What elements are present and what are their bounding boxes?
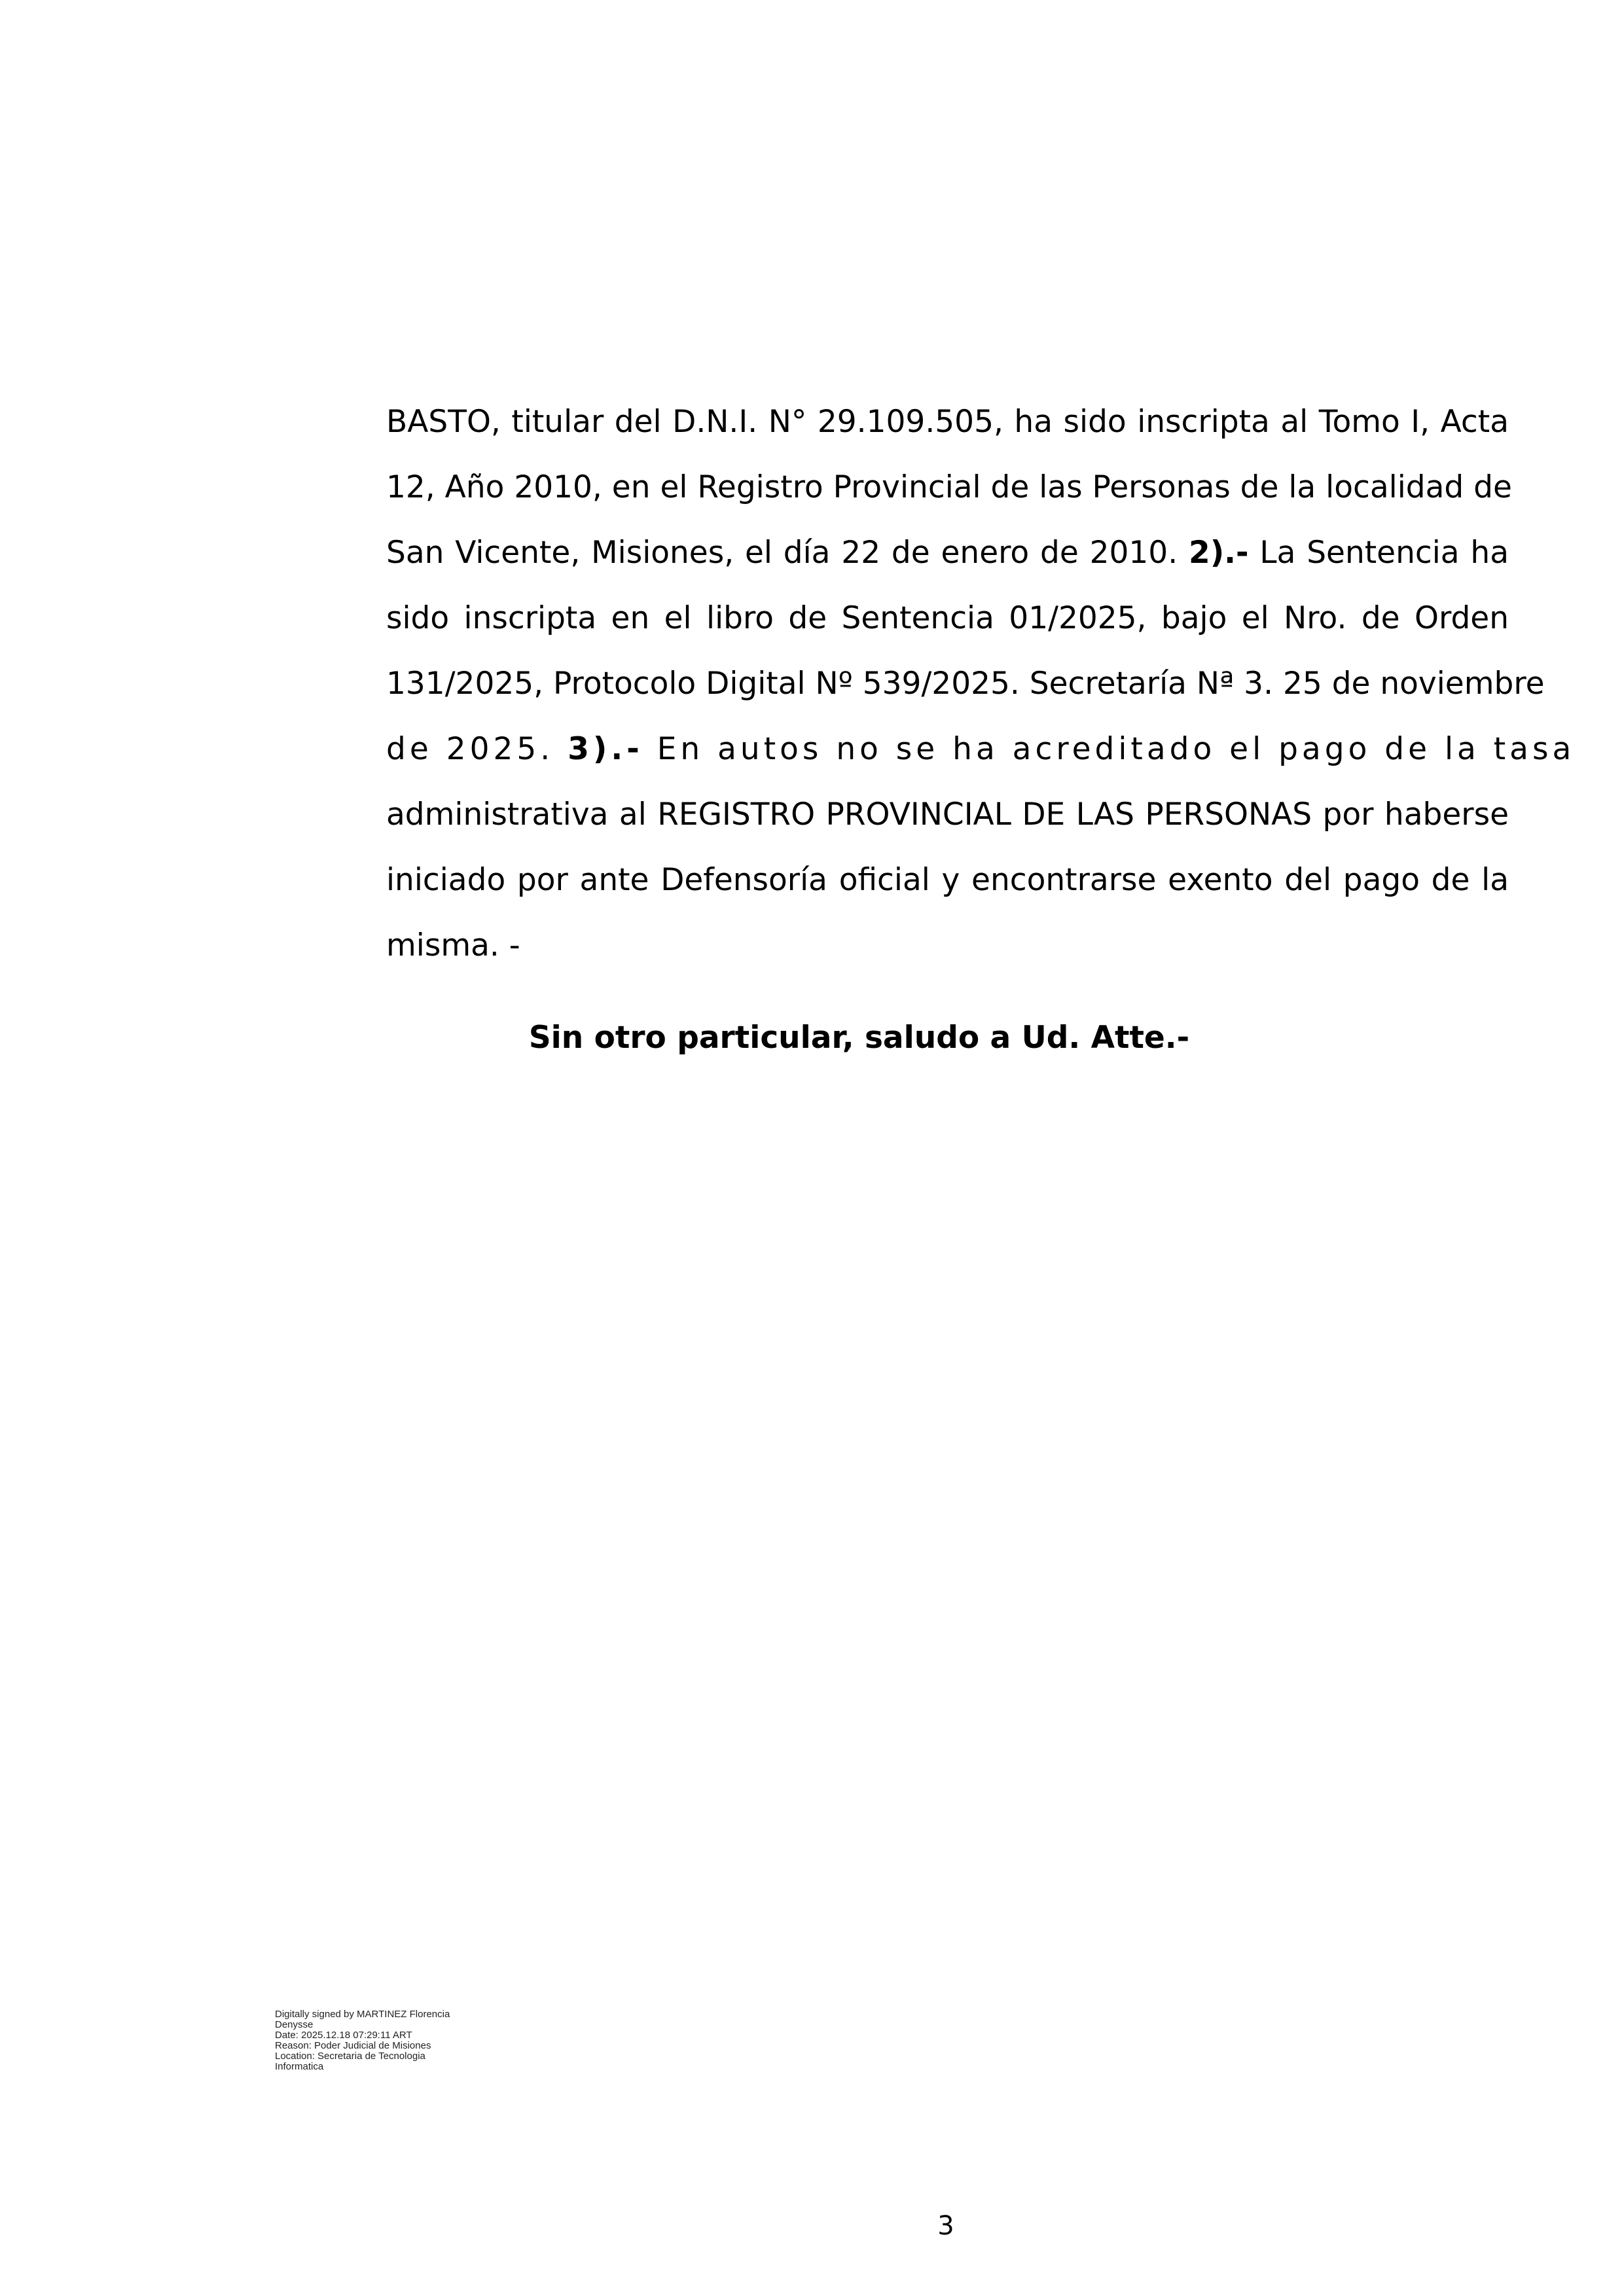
signature-line-2: Denysse [275,2019,314,2030]
text-line-6-end: En autos no se ha acreditado el pago de la tasa [657,731,1576,767]
text-line-6-start: de 2025. [386,731,554,767]
page-number: 3 [937,2211,954,2241]
signature-line-6: Informatica [275,2061,324,2072]
text-line-2: 12, Año 2010, en el Registro Provincial de las Personas de la localidad de [386,469,1512,505]
text-line-8: iniciado por ante Defensoría oficial y encontrarse exento del pago de la [386,862,1509,898]
closing-salutation: Sin otro particular, saludo a Ud. Atte.- [528,1020,1190,1056]
signature-line-3: Date: 2025.12.18 07:29:11 ART [275,2030,412,2041]
text-line-6 [386,717,1576,782]
signature-line-1: Digitally signed by MARTINEZ Florencia [275,2009,450,2020]
text-line-3-end: La Sentencia ha [1259,535,1509,571]
digital-signature-block [275,2009,511,2072]
body-paragraph [386,389,1576,978]
text-line-5: 131/2025, Protocolo Digital Nº 539/2025. Secretaría Nª 3. 25 de noviembre [386,666,1545,702]
text-line-1: BASTO, titular del D.N.I. N° 29.109.505, ha sido inscripta al Tomo I, Acta [386,404,1509,440]
text-line-9: misma. - [386,927,520,963]
text-line-3-start: San Vicente, Misiones, el día 22 de enero de 2010. [386,535,1178,571]
text-line-7: administrativa al REGISTRO PROVINCIAL DE LAS PERSONAS por haberse [386,797,1509,833]
signature-line-4: Reason: Poder Judicial de Misiones [275,2040,431,2051]
item-number-2: 2).- [1189,535,1249,571]
text-line-3 [386,520,1509,586]
signature-line-5: Location: Secretaria de Tecnologia [275,2051,425,2062]
text-line-4: sido inscripta en el libro de Sentencia 01/2025, bajo el Nro. de Orden [386,600,1509,636]
item-number-3: 3).- [568,731,643,767]
